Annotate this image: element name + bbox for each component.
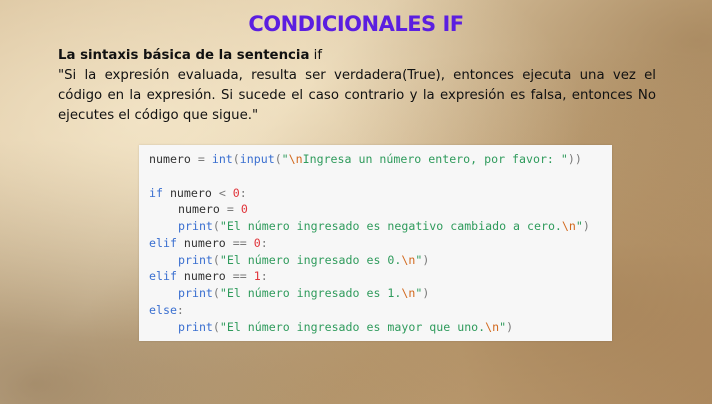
code-token: "El número ingresado es mayor que uno. xyxy=(219,319,486,334)
code-token: = xyxy=(219,202,241,217)
code-token: " xyxy=(575,219,583,233)
code-token: )) xyxy=(567,152,582,166)
code-line-1 xyxy=(149,151,612,168)
code-line-8 xyxy=(149,268,612,285)
code-token: ) xyxy=(582,219,590,233)
code-token: ( xyxy=(274,152,282,166)
code-line-6 xyxy=(149,235,612,252)
code-token: elif xyxy=(149,235,177,250)
code-token: " xyxy=(281,152,289,166)
code-token: numero xyxy=(176,269,233,284)
code-token: " xyxy=(415,286,423,300)
code-line-7 xyxy=(149,252,612,269)
code-token: elif xyxy=(149,269,177,284)
code-token: if xyxy=(149,185,163,200)
code-line-4 xyxy=(149,201,612,218)
code-token: ( xyxy=(212,319,220,334)
code-token: print xyxy=(178,286,213,300)
code-token: numero xyxy=(178,202,220,217)
code-token: ) xyxy=(422,286,430,300)
code-line-11 xyxy=(149,319,612,336)
code-token: numero xyxy=(149,152,191,166)
code-token: ) xyxy=(422,252,430,267)
syntax-heading-keyword: if xyxy=(309,48,323,63)
code-block xyxy=(139,145,612,341)
code-token: \n xyxy=(401,252,416,267)
code-token: numero xyxy=(176,235,233,250)
code-token: " xyxy=(415,252,423,267)
code-line-5 xyxy=(149,218,612,235)
code-token: 0 xyxy=(225,185,240,200)
intro-text xyxy=(58,46,656,126)
code-line-9 xyxy=(149,285,612,302)
slide-title: CONDICIONALES IF xyxy=(248,12,464,36)
syntax-heading-bold: La sintaxis básica de la sentencia xyxy=(58,48,310,63)
code-token: : xyxy=(176,302,184,317)
code-token: ) xyxy=(506,319,514,334)
code-token: \n xyxy=(288,152,303,166)
code-token: 0 xyxy=(246,235,261,250)
code-token: : xyxy=(260,235,268,250)
code-token: input xyxy=(239,152,275,166)
code-token: == xyxy=(232,235,247,250)
code-token: : xyxy=(239,185,247,200)
code-token: ( xyxy=(212,219,220,233)
code-token: \n xyxy=(485,319,500,334)
code-token: "El número ingresado es 0. xyxy=(219,252,402,267)
code-token: == xyxy=(232,269,247,284)
code-token: print xyxy=(178,319,213,334)
code-token: \n xyxy=(561,219,576,233)
code-token: print xyxy=(178,219,213,233)
code-line-blank xyxy=(149,168,612,185)
code-token: ( xyxy=(212,286,220,300)
code-token: "El número ingresado es 1. xyxy=(219,286,402,300)
syntax-quote: "Si la expresión evaluada, resulta ser verdadera(True), entonces ejecuta una vez el código en la expresión. Si sucede el caso contrario y la expresión es falsa, entonces No ejecutes el código que sigue." xyxy=(58,68,656,123)
code-token: = xyxy=(190,152,212,166)
code-token: numero xyxy=(162,185,219,200)
code-token: Ingresa un número entero, por favor: " xyxy=(302,152,568,166)
code-token: else xyxy=(149,302,177,317)
syntax-heading xyxy=(58,46,656,66)
code-token: : xyxy=(260,269,268,284)
code-line-3 xyxy=(149,185,612,202)
code-token: ( xyxy=(232,152,240,166)
code-token: int xyxy=(211,152,233,166)
code-line-10 xyxy=(149,302,612,319)
code-token: 0 xyxy=(240,202,248,217)
code-token: < xyxy=(218,185,226,200)
code-token: " xyxy=(499,319,507,334)
code-token: print xyxy=(178,252,213,267)
code-token: 1 xyxy=(246,269,261,284)
code-token: \n xyxy=(401,286,416,300)
code-token: ( xyxy=(212,252,220,267)
code-token: "El número ingresado es negativo cambiado a cero. xyxy=(219,219,562,233)
